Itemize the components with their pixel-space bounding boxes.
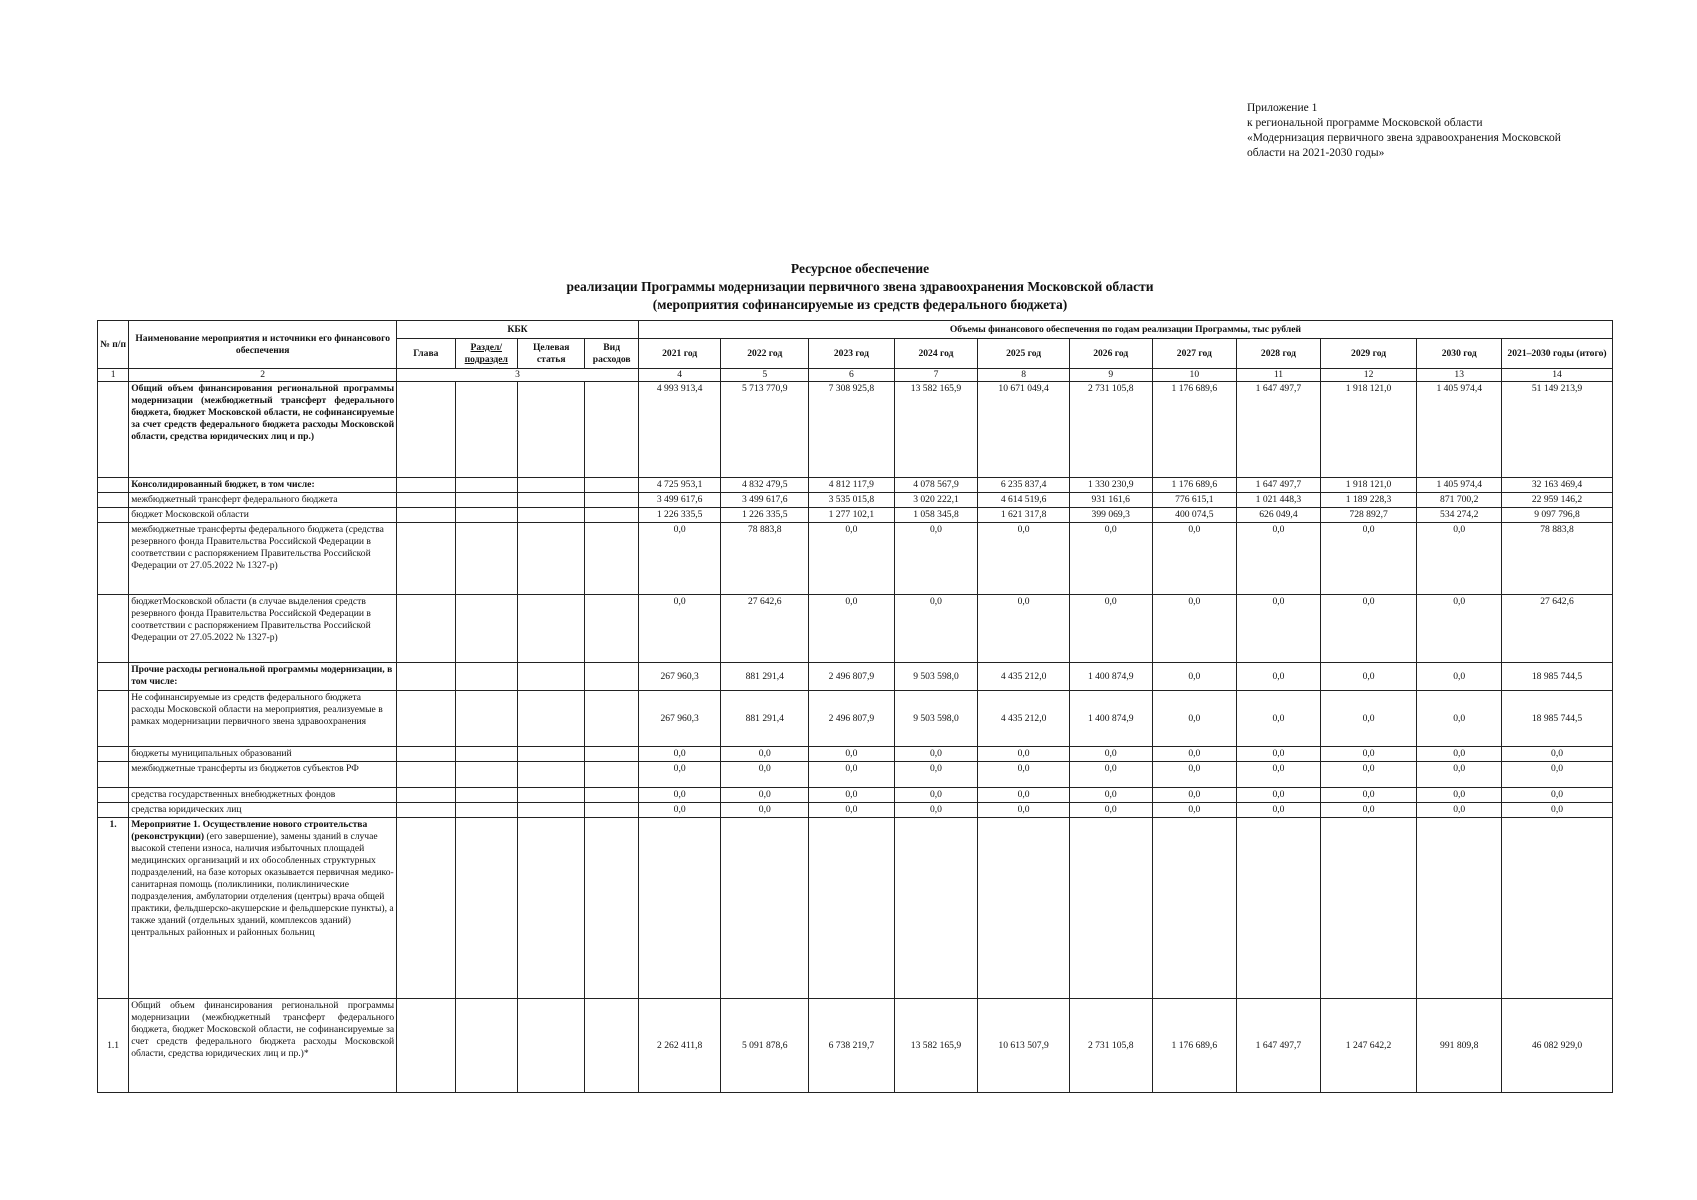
row-number xyxy=(98,762,129,788)
value-cell: 931 161,6 xyxy=(1069,493,1152,508)
value-cell: 0,0 xyxy=(638,803,721,818)
kbk-cell xyxy=(517,788,584,803)
value-cell: 534 274,2 xyxy=(1417,508,1502,523)
appendix-line: Приложение 1 xyxy=(1247,102,1318,114)
row-number xyxy=(98,663,129,691)
value-cell: 1 621 317,8 xyxy=(978,508,1070,523)
value-cell xyxy=(638,818,721,999)
value-cell xyxy=(1417,818,1502,999)
value-cell: 0,0 xyxy=(638,747,721,762)
value-cell: 0,0 xyxy=(809,788,895,803)
value-cell: 0,0 xyxy=(809,523,895,595)
value-cell: 0,0 xyxy=(1417,691,1502,747)
value-cell: 0,0 xyxy=(1320,788,1417,803)
kbk-cell xyxy=(585,762,638,788)
kbk-cell xyxy=(397,803,455,818)
colnum: 2 xyxy=(129,369,397,382)
header-year: 2022 год xyxy=(721,339,809,369)
header-year: 2024 год xyxy=(894,339,978,369)
table-row xyxy=(98,691,1613,747)
kbk-cell xyxy=(517,663,584,691)
row-number xyxy=(98,508,129,523)
resource-table xyxy=(97,320,1613,1093)
value-cell: 4 435 212,0 xyxy=(978,663,1070,691)
value-cell: 13 582 165,9 xyxy=(894,382,978,478)
kbk-cell xyxy=(585,663,638,691)
appendix-block xyxy=(1247,101,1647,161)
table-row xyxy=(98,999,1613,1093)
value-cell: 0,0 xyxy=(1069,762,1152,788)
colnum: 4 xyxy=(638,369,721,382)
value-total: 0,0 xyxy=(1502,803,1613,818)
value-cell: 0,0 xyxy=(1152,691,1237,747)
table-row xyxy=(98,762,1613,788)
kbk-cell xyxy=(517,493,584,508)
value-cell: 0,0 xyxy=(894,523,978,595)
value-cell: 1 647 497,7 xyxy=(1237,478,1321,493)
value-cell: 1 918 121,0 xyxy=(1320,478,1417,493)
value-cell: 0,0 xyxy=(894,788,978,803)
value-cell: 4 832 479,5 xyxy=(721,478,809,493)
value-cell: 0,0 xyxy=(1152,595,1237,663)
kbk-cell xyxy=(455,595,517,663)
kbk-cell xyxy=(455,508,517,523)
kbk-cell xyxy=(455,523,517,595)
value-cell: 0,0 xyxy=(1320,595,1417,663)
row-name: средства юридических лиц xyxy=(129,803,397,818)
value-cell: 0,0 xyxy=(1320,747,1417,762)
value-cell: 0,0 xyxy=(1417,803,1502,818)
row-name: межбюджетный трансферт федерального бюджета xyxy=(129,493,397,508)
header-year: 2023 год xyxy=(809,339,895,369)
row-number xyxy=(98,382,129,478)
value-cell: 0,0 xyxy=(1237,803,1321,818)
value-total: 27 642,6 xyxy=(1502,595,1613,663)
value-cell: 0,0 xyxy=(1320,663,1417,691)
kbk-cell xyxy=(397,818,455,999)
row-name: Общий объем финансирования региональной программы модернизации (межбюджетный трансферт федерального бюджета, бюджет Московской области, не софинансируемые за счет средств федерального бюджета расходы Московской области, средства юридических лиц и пр.)* xyxy=(129,999,397,1093)
value-cell: 5 713 770,9 xyxy=(721,382,809,478)
table-row xyxy=(98,663,1613,691)
value-cell: 1 058 345,8 xyxy=(894,508,978,523)
kbk-cell xyxy=(397,493,455,508)
value-cell: 626 049,4 xyxy=(1237,508,1321,523)
value-cell: 0,0 xyxy=(1152,523,1237,595)
table-body xyxy=(98,382,1613,1093)
colnum: 14 xyxy=(1502,369,1613,382)
header-celevaya: Целевая статья xyxy=(517,339,584,369)
kbk-cell xyxy=(517,803,584,818)
value-cell: 6 235 837,4 xyxy=(978,478,1070,493)
value-cell: 10 671 049,4 xyxy=(978,382,1070,478)
header-name: Наименование мероприятия и источники его финансового обеспечения xyxy=(129,321,397,369)
row-number xyxy=(98,493,129,508)
kbk-cell xyxy=(455,818,517,999)
table-row xyxy=(98,508,1613,523)
table-row xyxy=(98,788,1613,803)
kbk-cell xyxy=(397,762,455,788)
kbk-cell xyxy=(517,818,584,999)
value-cell xyxy=(894,818,978,999)
value-cell: 0,0 xyxy=(978,523,1070,595)
value-cell: 0,0 xyxy=(809,747,895,762)
value-cell: 2 496 807,9 xyxy=(809,663,895,691)
value-cell xyxy=(809,818,895,999)
value-cell: 78 883,8 xyxy=(721,523,809,595)
value-cell: 9 503 598,0 xyxy=(894,691,978,747)
value-cell: 267 960,3 xyxy=(638,663,721,691)
value-cell: 1 189 228,3 xyxy=(1320,493,1417,508)
value-cell: 0,0 xyxy=(1417,663,1502,691)
value-total: 0,0 xyxy=(1502,762,1613,788)
value-total: 0,0 xyxy=(1502,788,1613,803)
value-cell: 4 725 953,1 xyxy=(638,478,721,493)
value-cell: 13 582 165,9 xyxy=(894,999,978,1093)
value-cell xyxy=(1320,818,1417,999)
table-row xyxy=(98,493,1613,508)
value-total: 9 097 796,8 xyxy=(1502,508,1613,523)
colnum: 6 xyxy=(809,369,895,382)
header-year: 2029 год xyxy=(1320,339,1417,369)
colnum: 1 xyxy=(98,369,129,382)
value-cell: 0,0 xyxy=(894,747,978,762)
value-cell: 0,0 xyxy=(1152,747,1237,762)
header-glava: Глава xyxy=(397,339,455,369)
value-cell: 728 892,7 xyxy=(1320,508,1417,523)
value-cell: 4 078 567,9 xyxy=(894,478,978,493)
kbk-cell xyxy=(517,478,584,493)
value-cell: 0,0 xyxy=(1417,595,1502,663)
value-total: 18 985 744,5 xyxy=(1502,663,1613,691)
table-row xyxy=(98,595,1613,663)
value-cell: 1 918 121,0 xyxy=(1320,382,1417,478)
header-year: 2027 год xyxy=(1152,339,1237,369)
value-cell: 0,0 xyxy=(978,747,1070,762)
value-cell: 0,0 xyxy=(638,788,721,803)
colnum: 3 xyxy=(397,369,639,382)
value-cell: 0,0 xyxy=(1152,663,1237,691)
kbk-cell xyxy=(455,747,517,762)
document-title xyxy=(400,260,1320,314)
value-cell: 0,0 xyxy=(1417,747,1502,762)
value-cell: 0,0 xyxy=(1417,762,1502,788)
value-cell: 0,0 xyxy=(721,788,809,803)
value-cell: 10 613 507,9 xyxy=(978,999,1070,1093)
row-name: межбюджетные трансферты из бюджетов субъектов РФ xyxy=(129,762,397,788)
value-cell: 6 738 219,7 xyxy=(809,999,895,1093)
value-total: 46 082 929,0 xyxy=(1502,999,1613,1093)
value-cell: 4 812 117,9 xyxy=(809,478,895,493)
value-cell: 0,0 xyxy=(1320,523,1417,595)
row-name: межбюджетные трансферты федерального бюджета (средства резервного фонда Правительства Российской Федерации в соответствии с распоряжением Правительства Российской Федерации от 27.05.2022 № 1327-р) xyxy=(129,523,397,595)
kbk-cell xyxy=(585,595,638,663)
value-cell: 0,0 xyxy=(809,803,895,818)
header-vid: Вид расходов xyxy=(585,339,638,369)
kbk-cell xyxy=(397,999,455,1093)
value-cell: 3 499 617,6 xyxy=(638,493,721,508)
value-cell: 3 535 015,8 xyxy=(809,493,895,508)
value-cell: 1 176 689,6 xyxy=(1152,478,1237,493)
kbk-cell xyxy=(517,595,584,663)
value-cell: 1 405 974,4 xyxy=(1417,382,1502,478)
kbk-cell xyxy=(455,691,517,747)
kbk-cell xyxy=(585,382,638,478)
value-cell: 0,0 xyxy=(1069,523,1152,595)
value-total: 22 959 146,2 xyxy=(1502,493,1613,508)
kbk-cell xyxy=(455,382,517,478)
value-cell: 3 499 617,6 xyxy=(721,493,809,508)
value-cell: 0,0 xyxy=(1417,523,1502,595)
colnum: 8 xyxy=(978,369,1070,382)
value-cell: 0,0 xyxy=(638,523,721,595)
kbk-cell xyxy=(517,747,584,762)
kbk-cell xyxy=(455,762,517,788)
value-cell: 0,0 xyxy=(809,595,895,663)
kbk-cell xyxy=(585,999,638,1093)
kbk-cell xyxy=(517,508,584,523)
value-cell: 1 226 335,5 xyxy=(638,508,721,523)
row-name: бюджет Московской области xyxy=(129,508,397,523)
appendix-line: к региональной программе Московской области xyxy=(1247,117,1483,129)
value-cell: 0,0 xyxy=(894,762,978,788)
kbk-cell xyxy=(397,747,455,762)
value-cell: 0,0 xyxy=(894,803,978,818)
value-cell: 399 069,3 xyxy=(1069,508,1152,523)
kbk-cell xyxy=(455,803,517,818)
value-cell: 1 277 102,1 xyxy=(809,508,895,523)
kbk-cell xyxy=(455,663,517,691)
kbk-cell xyxy=(585,803,638,818)
header-year-total: 2021–2030 годы (итого) xyxy=(1502,339,1613,369)
value-cell xyxy=(978,818,1070,999)
value-cell: 9 503 598,0 xyxy=(894,663,978,691)
row-name: бюджеты муниципальных образований xyxy=(129,747,397,762)
value-cell: 0,0 xyxy=(638,762,721,788)
value-cell: 4 614 519,6 xyxy=(978,493,1070,508)
table-row xyxy=(98,382,1613,478)
value-cell: 4 435 212,0 xyxy=(978,691,1070,747)
kbk-cell xyxy=(585,523,638,595)
value-cell: 881 291,4 xyxy=(721,663,809,691)
header-razdel: Раздел/ подраздел xyxy=(455,339,517,369)
title-line: Ресурсное обеспечение xyxy=(790,261,930,276)
value-cell: 0,0 xyxy=(978,595,1070,663)
kbk-cell xyxy=(585,508,638,523)
value-cell xyxy=(1152,818,1237,999)
row-name-rest: (его завершение), замены зданий в случае высокой степени износа, наличия избыточных площадей медицинских организаций и их обособленных структурных подразделений, на базе которых оказывается первичная медико-санитарная помощь (поликлиники, поликлинические подразделения, амбулатории отделения (центры) врача общей практики, фельдшерско-акушерские и фельдшерские пункты), а также зданий (отдельных зданий, комплексов зданий) центральных районных и районных больниц xyxy=(131,831,394,938)
value-total xyxy=(1502,818,1613,999)
row-name: средства государственных внебюджетных фондов xyxy=(129,788,397,803)
value-cell xyxy=(1237,818,1321,999)
value-cell: 776 615,1 xyxy=(1152,493,1237,508)
table-row xyxy=(98,523,1613,595)
kbk-cell xyxy=(517,691,584,747)
value-cell: 871 700,2 xyxy=(1417,493,1502,508)
value-total: 18 985 744,5 xyxy=(1502,691,1613,747)
value-cell: 0,0 xyxy=(1320,803,1417,818)
appendix-line: области на 2021-2030 годы» xyxy=(1247,147,1385,159)
kbk-cell xyxy=(517,999,584,1093)
value-cell: 400 074,5 xyxy=(1152,508,1237,523)
kbk-cell xyxy=(585,788,638,803)
table-row xyxy=(98,803,1613,818)
value-cell: 4 993 913,4 xyxy=(638,382,721,478)
appendix-line: «Модернизация первичного звена здравоохранения Московской xyxy=(1247,132,1561,144)
kbk-cell xyxy=(455,999,517,1093)
value-cell xyxy=(721,818,809,999)
header-nn: № п/п xyxy=(98,321,129,369)
value-cell: 0,0 xyxy=(1237,691,1321,747)
colnum: 12 xyxy=(1320,369,1417,382)
kbk-cell xyxy=(517,382,584,478)
value-cell: 2 731 105,8 xyxy=(1069,999,1152,1093)
value-cell: 0,0 xyxy=(1237,523,1321,595)
value-cell: 0,0 xyxy=(978,762,1070,788)
colnum: 10 xyxy=(1152,369,1237,382)
table-row xyxy=(98,818,1613,999)
value-cell: 1 405 974,4 xyxy=(1417,478,1502,493)
value-cell: 1 226 335,5 xyxy=(721,508,809,523)
value-cell: 0,0 xyxy=(1152,803,1237,818)
colnum: 9 xyxy=(1069,369,1152,382)
colnum: 7 xyxy=(894,369,978,382)
title-line: реализации Программы модернизации первичного звена здравоохранения Московской области xyxy=(566,279,1154,294)
value-total: 0,0 xyxy=(1502,747,1613,762)
row-number xyxy=(98,478,129,493)
header-year: 2030 год xyxy=(1417,339,1502,369)
value-cell: 0,0 xyxy=(638,595,721,663)
kbk-cell xyxy=(397,691,455,747)
row-number xyxy=(98,747,129,762)
colnum: 11 xyxy=(1237,369,1321,382)
value-cell: 1 021 448,3 xyxy=(1237,493,1321,508)
value-cell: 0,0 xyxy=(1320,691,1417,747)
value-cell: 0,0 xyxy=(721,747,809,762)
kbk-cell xyxy=(585,691,638,747)
row-number: 1. xyxy=(98,818,129,999)
value-cell: 0,0 xyxy=(1069,788,1152,803)
value-cell: 0,0 xyxy=(721,803,809,818)
value-cell: 0,0 xyxy=(978,803,1070,818)
value-total: 51 149 213,9 xyxy=(1502,382,1613,478)
header-volumes: Объемы финансового обеспечения по годам реализации Программы, тыс рублей xyxy=(638,321,1612,339)
value-cell: 0,0 xyxy=(1237,788,1321,803)
kbk-cell xyxy=(517,762,584,788)
value-cell: 2 731 105,8 xyxy=(1069,382,1152,478)
header-year: 2026 год xyxy=(1069,339,1152,369)
row-number xyxy=(98,595,129,663)
kbk-cell xyxy=(585,478,638,493)
row-name: Консолидированный бюджет, в том числе: xyxy=(129,478,397,493)
value-cell: 27 642,6 xyxy=(721,595,809,663)
row-number xyxy=(98,523,129,595)
row-name: бюджетМосковской области (в случае выделения средств резервного фонда Правительства Российской Федерации в соответствии с распоряжением Правительства Российской Федерации от 27.05.2022 № 1327-р) xyxy=(129,595,397,663)
row-name: Прочие расходы региональной программы модернизации, в том числе: xyxy=(129,663,397,691)
value-cell: 1 330 230,9 xyxy=(1069,478,1152,493)
kbk-cell xyxy=(585,818,638,999)
row-name xyxy=(129,818,397,999)
kbk-cell xyxy=(455,478,517,493)
row-number xyxy=(98,788,129,803)
title-line: (мероприятия софинансируемые из средств федерального бюджета) xyxy=(652,297,1068,312)
value-cell: 0,0 xyxy=(1069,595,1152,663)
value-cell: 1 400 874,9 xyxy=(1069,691,1152,747)
kbk-cell xyxy=(517,523,584,595)
value-cell: 1 647 497,7 xyxy=(1237,382,1321,478)
header-year: 2025 год xyxy=(978,339,1070,369)
kbk-cell xyxy=(397,523,455,595)
value-cell: 1 647 497,7 xyxy=(1237,999,1321,1093)
table-row xyxy=(98,747,1613,762)
row-number xyxy=(98,691,129,747)
kbk-cell xyxy=(397,595,455,663)
value-cell: 2 496 807,9 xyxy=(809,691,895,747)
kbk-cell xyxy=(585,747,638,762)
kbk-cell xyxy=(585,493,638,508)
value-cell: 5 091 878,6 xyxy=(721,999,809,1093)
value-cell: 881 291,4 xyxy=(721,691,809,747)
value-cell: 0,0 xyxy=(1237,747,1321,762)
value-cell xyxy=(1069,818,1152,999)
value-cell: 0,0 xyxy=(1237,595,1321,663)
row-name: Не софинансируемые из средств федерального бюджета расходы Московской области на мероприятия, реализуемые в рамках модернизации первичного звена здравоохранения xyxy=(129,691,397,747)
value-cell: 0,0 xyxy=(809,762,895,788)
value-cell: 0,0 xyxy=(978,788,1070,803)
value-cell: 1 247 642,2 xyxy=(1320,999,1417,1093)
kbk-cell xyxy=(397,478,455,493)
header-kbk: КБК xyxy=(397,321,639,339)
table-row xyxy=(98,478,1613,493)
row-name-bold: Мероприятие 1. Осуществление нового строительства (реконструкции) xyxy=(131,819,368,842)
value-cell: 3 020 222,1 xyxy=(894,493,978,508)
kbk-cell xyxy=(397,508,455,523)
value-cell: 267 960,3 xyxy=(638,691,721,747)
colnum: 13 xyxy=(1417,369,1502,382)
value-cell: 0,0 xyxy=(1417,788,1502,803)
value-cell: 2 262 411,8 xyxy=(638,999,721,1093)
value-cell: 0,0 xyxy=(1237,663,1321,691)
kbk-cell xyxy=(397,382,455,478)
row-number xyxy=(98,803,129,818)
colnum: 5 xyxy=(721,369,809,382)
value-cell: 0,0 xyxy=(1152,762,1237,788)
row-name: Общий объем финансирования региональной программы модернизации (межбюджетный трансферт федерального бюджета, бюджет Московской области, не софинансируемые за счет средств федерального бюджета расходы Московской области, средства юридических лиц и пр.) xyxy=(129,382,397,478)
value-cell: 0,0 xyxy=(1152,788,1237,803)
value-cell: 991 809,8 xyxy=(1417,999,1502,1093)
value-cell: 0,0 xyxy=(894,595,978,663)
header-year: 2021 год xyxy=(638,339,721,369)
value-cell: 0,0 xyxy=(1237,762,1321,788)
value-cell: 0,0 xyxy=(1320,762,1417,788)
kbk-cell xyxy=(455,788,517,803)
value-cell: 0,0 xyxy=(721,762,809,788)
value-cell: 1 176 689,6 xyxy=(1152,999,1237,1093)
row-number: 1.1 xyxy=(98,999,129,1093)
kbk-cell xyxy=(397,788,455,803)
kbk-cell xyxy=(397,663,455,691)
value-cell: 0,0 xyxy=(1069,803,1152,818)
value-total: 32 163 469,4 xyxy=(1502,478,1613,493)
value-cell: 1 176 689,6 xyxy=(1152,382,1237,478)
kbk-cell xyxy=(455,493,517,508)
value-cell: 7 308 925,8 xyxy=(809,382,895,478)
value-total: 78 883,8 xyxy=(1502,523,1613,595)
value-cell: 1 400 874,9 xyxy=(1069,663,1152,691)
header-year: 2028 год xyxy=(1237,339,1321,369)
value-cell: 0,0 xyxy=(1069,747,1152,762)
